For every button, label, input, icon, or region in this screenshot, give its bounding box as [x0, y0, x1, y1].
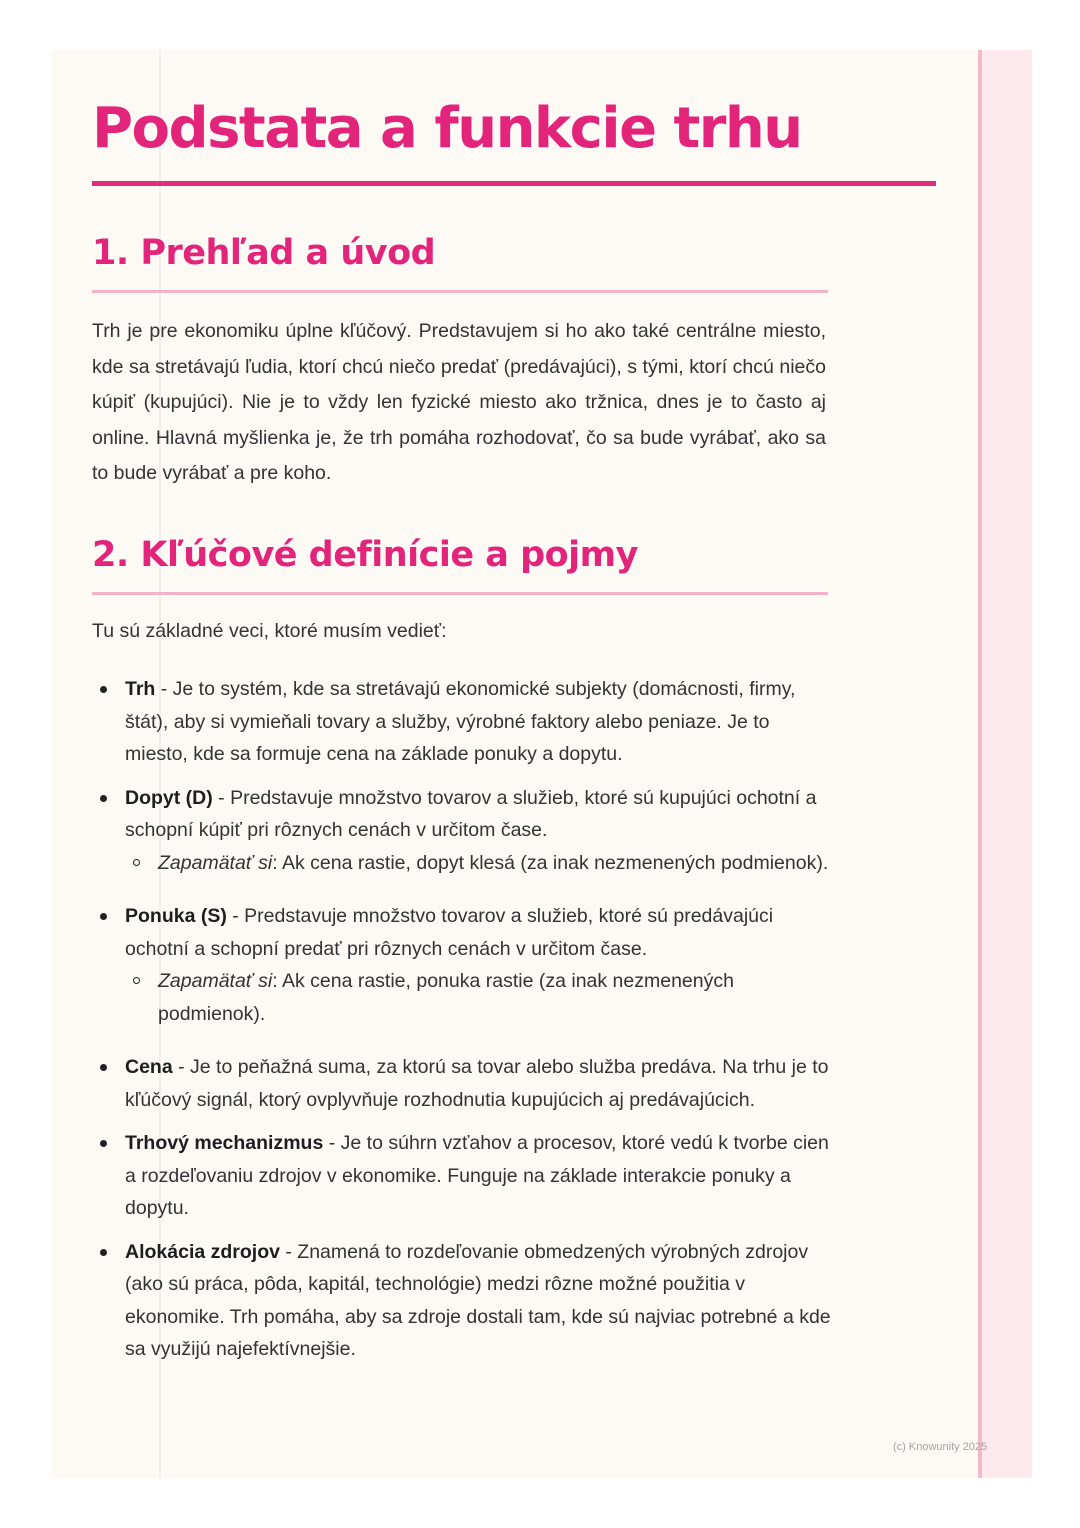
remember-text: : Ak cena rastie, ponuka rastie (za inak nezmenených podmienok).: [158, 970, 734, 1025]
definition-text: - Znamená to rozdeľovanie obmedzených výrobných zdrojov (ako sú práca, pôda, kapitál, technológie) medzi rôzne možné použitia v ekonomike. Trh pomáha, aby sa zdroje dostali tam, kde sú najviac potrebné a kde sa využijú najefektívnejšie.: [125, 1240, 831, 1360]
definition-item-ponuka: [92, 900, 832, 1030]
definition-text: - Je to systém, kde sa stretávajú ekonomické subjekty (domácnosti, firmy, štát), aby si vymieňali tovary a služby, výrobné faktory alebo peniaze. Je to miesto, kde sa formuje cena na základe ponuky a dopytu.: [125, 678, 796, 765]
definition-item-alokacia-zdrojov: [92, 1236, 832, 1366]
remember-text: : Ak cena rastie, dopyt klesá (za inak nezmenených podmienok).: [272, 851, 829, 874]
definition-text: - Je to súhrn vzťahov a procesov, ktoré vedú k tvorbe cien a rozdeľovaniu zdrojov v ekonomike. Funguje na základe interakcie ponuky a dopytu.: [125, 1132, 829, 1219]
definition-text: - Predstavuje množstvo tovarov a služieb, ktoré sú predávajúci ochotní a schopní predať pri rôznych cenách v určitom čase.: [125, 905, 774, 960]
copyright-footer: (c) Knowunity 2025: [893, 1441, 988, 1453]
remember-note: [125, 847, 832, 880]
definition-item-trhovy-mechanizmus: [92, 1127, 832, 1225]
section-heading-definitions: 2. Kľúčové definície a pojmy: [92, 535, 638, 575]
right-margin-line: [978, 50, 982, 1478]
definition-term: Dopyt (D): [125, 786, 213, 809]
section-underline-definitions: [92, 592, 828, 595]
definition-term: Alokácia zdrojov: [125, 1240, 280, 1263]
definition-term: Trh: [125, 678, 156, 700]
remember-label: Zapamätať si: [158, 970, 273, 992]
definition-term: Cena: [125, 1056, 173, 1078]
section-heading-overview: 1. Prehľad a úvod: [92, 233, 436, 273]
remember-label: Zapamätať si: [158, 851, 273, 874]
remember-note: [125, 965, 832, 1030]
definition-text: - Predstavuje množstvo tovarov a služieb, ktoré sú kupujúci ochotní a schopní kúpiť pri rôznych cenách v určitom čase.: [125, 786, 817, 841]
page-title: Podstata a funkcie trhu: [92, 96, 802, 161]
definition-term: Ponuka (S): [125, 905, 227, 927]
definition-item-cena: [92, 1051, 832, 1116]
definition-text: - Je to peňažná suma, za ktorú sa tovar alebo služba predáva. Na trhu je to kľúčový signál, ktorý ovplyvňuje rozhodnutia kupujúcich aj predávajúcich.: [125, 1056, 829, 1111]
definition-sublist: [125, 847, 832, 880]
definition-item-dopyt: [92, 782, 832, 880]
section-underline-overview: [92, 290, 828, 293]
definition-sublist: [125, 965, 832, 1030]
definition-item-trh: [92, 673, 832, 771]
definitions-intro: Tu sú základné veci, ktoré musím vedieť:: [92, 620, 447, 642]
definition-term: Trhový mechanizmus: [125, 1132, 324, 1154]
right-margin-band: [978, 50, 1032, 1478]
title-underline: [92, 181, 936, 186]
definitions-list: [92, 673, 832, 1366]
overview-paragraph: Trh je pre ekonomiku úplne kľúčový. Predstavujem si ho ako také centrálne miesto, kde sa stretávajú ľudia, ktorí chcú niečo predať (predávajúci), s tými, ktorí chcú niečo kúpiť (kupujúci). Nie je to vždy len fyzické miesto ako tržnica, dnes je to často aj online. Hlavná myšlienka je, že trh pomáha rozhodovať, čo sa bude vyrábať, ako sa to bude vyrábať a pre koho.: [92, 320, 826, 484]
